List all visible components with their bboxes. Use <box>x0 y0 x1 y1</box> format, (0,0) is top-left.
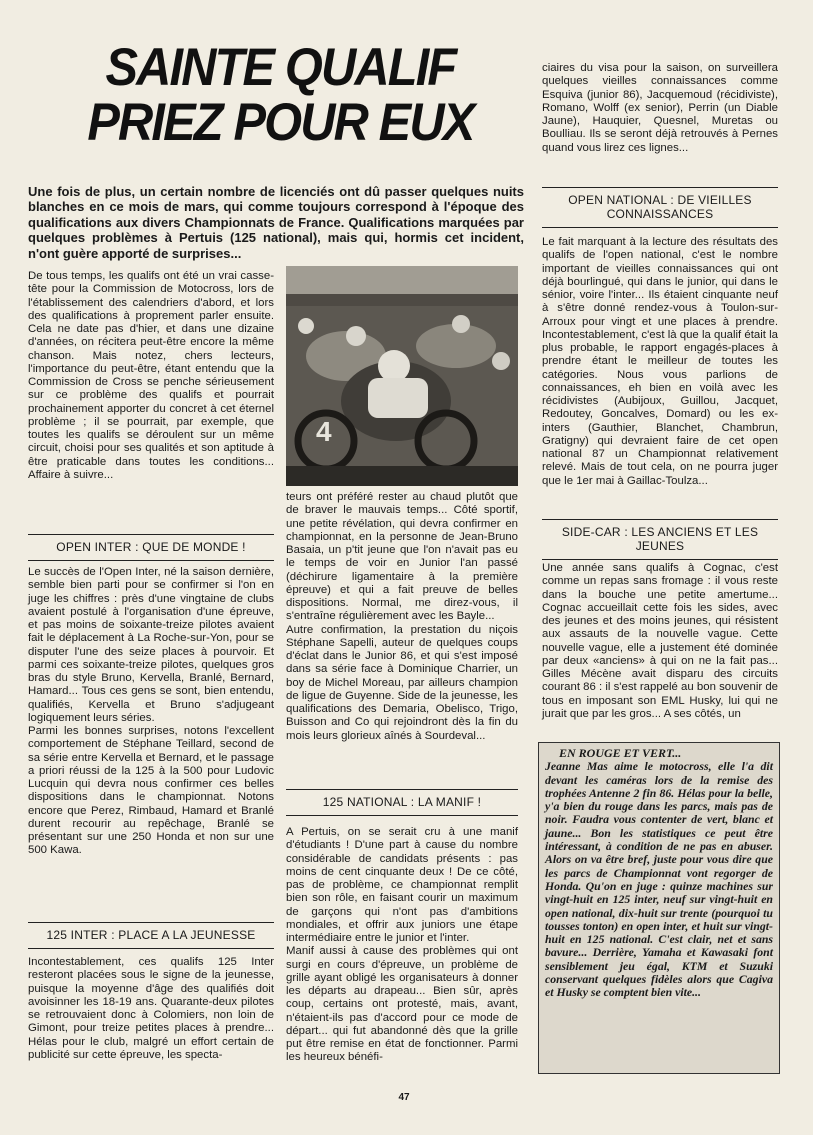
title-line-2: PRIEZ POUR EUX <box>87 93 474 152</box>
middle-paragraph-2: Autre confirmation, la prestation du niçois Stéphane Sapelli, auteur de quelques coups d'éclat dans le Junior 86, et qui s'est imposé dans sa série face à Dominique Charrier, un boy de Michel Moreau, par ailleurs champion de ligue de Guyenne. Side de la jeunesse, les qualifications des Demaria, Obelisco, Trigo, Buisson and Co qui rejoindront dès la fin du mois leurs glorieux aînés à Sourdeval... <box>286 623 518 742</box>
sidebar-title: EN ROUGE ET VERT... <box>559 746 682 760</box>
title-line-1: SAINTE QUALIF <box>105 38 456 97</box>
section-open-inter <box>28 566 274 858</box>
intro-paragraph <box>28 270 274 482</box>
sidecar-paragraph-1: Une année sans qualifs à Cognac, c'est comme un repas sans fromage : il vous reste dans la bouche une petite amertume... Cognac accueillait cette fois les sides, avec des jeunes et des moins jeunes, qui résistent aux assauts de la nouvelle vague. Cette nouvelle vague, elle a justement été dominée par deux «anciens» à qui on ne la fait pas... Gilles Mécène avait disparu des circuits courant 86 : il s'est rappelé au bon souvenir de tous en imposant son EML Husky, lui qui ne jurait que par les gros... A ses côtés, un <box>542 562 778 720</box>
open-inter-paragraph-2: Parmi les bonnes surprises, notons l'excellent comportement de Stéphane Teillard, second de sa série entre Kervella et Bernard, et le passage a priori réussi de la 125 à la 500 pour Ludovic Lucquin qui devra nous confirmer ces belles dispositions dans le championnat. Notons encore que Perez, Rimbaud, Hamard et Branlé durent recourir au repêchage, Branlé se présentant sur une 250 Honda et non sur une 500 Kawa. <box>28 725 274 857</box>
section-heading-sidecar: SIDE-CAR : LES ANCIENS ET LES JEUNES <box>542 519 778 560</box>
open-inter-paragraph-1: Le succès de l'Open Inter, né la saison dernière, semble bien parti pour se confirmer si l'on en juge les chiffres : près d'une vingtaine de clubs avaient postulé à l'organisation d'une épreuve, et pas moins de soixante-treize pilotes avaient fait le déplacement à La Roche-sur-Yon, pour se disputer l'une des seize places à pourvoir. Et parmi ces soixante-treize pilotes, quelques gros bras du style Bruno, Kervella, Branlé, Bernard, Hamard... Tous ces gens se sont, bien entendu, qualifiés, Kervella et Bruno s'adjugeant logiquement leurs séries. <box>28 566 274 724</box>
section-125-national <box>286 826 518 1065</box>
article-title <box>78 40 483 150</box>
article-lead: Une fois de plus, un certain nombre de licenciés ont dû passer quelques nuits blanches en ce mois de mars, qui comme toujours correspond à l'époque des qualifications aux divers Championnats de France. Qualifications marquées par quelques problèmes à Pertuis (125 national), mais qui, hormis cet incident, n'ont guère apporté de surprises... <box>28 184 524 261</box>
section-sidecar <box>542 562 778 721</box>
page-number: 47 <box>398 1092 410 1103</box>
section-heading-125-inter: 125 INTER : PLACE A LA JEUNESSE <box>28 922 274 949</box>
section-125-inter-continued <box>286 491 518 743</box>
motocross-photo <box>286 266 518 486</box>
middle-paragraph-1: teurs ont préféré rester au chaud plutôt que de braver le mauvais temps... Côté sportif, une petite révélation, qui devra confirmer en championnat, en la personne de Jean-Bruno Basaia, un p'tit jeune que l'on n'avait pas eu le temps de voir en Junior l'an passé (déchirure ligamentaire à la première épreuve) et qui a fait preuve de belles dispositions. Normal, me direz-vous, il s'entraîne régulièrement avec les Bayle... <box>286 491 518 623</box>
sidebar-text: Jeanne Mas aime le motocross, elle l'a dit devant les caméras lors de la remise des trophées Antenne 2 fin 86. Hélas pour la belle, y'a bien du rouge dans les parcs, mais pas de noir. Faudra vous contenter de vert, blanc et jaune... Bon les statistiques ce peut être intéressant, à condition de ne pas en abuser. Alors on va être bref, juste pour vous dire que les parcs de Championnat vont regorger de Honda. Qu'on en juge : quinze machines sur vingt-huit en 125 inter, neuf sur vingt-huit en open national, dix-huit sur trente (pourquoi tu tousses tonton) en open inter, et huit sur vingt-huit en 125 national. C'est clair, net et sans bavure... Derrière, Yamaha et Kawasaki font sensiblement jeu égal, KTM et Suzuki conservant quelques fidèles alors que Cagiva et Husky se comptent bien vite... <box>545 759 773 1000</box>
section-heading-125-national: 125 NATIONAL : LA MANIF ! <box>286 789 518 816</box>
section-125-national-continued <box>542 62 778 155</box>
national125-paragraph-2: Manif aussi à cause des problèmes qui ont surgi en cours d'épreuve, un problème de grille ayant obligé les organisateurs à donner les départs au drapeau... Bien sûr, après coup, certains ont protesté, mais, avant, n'étaient-ils pas d'accord pour ce mode de départ... qui fut abandonné dès que la grille put être remise en état de fonctionner. Parmi les heureux bénéfi- <box>286 945 518 1064</box>
section-heading-open-national: OPEN NATIONAL : DE VIEILLES CONNAISSANCES <box>542 187 778 228</box>
intro-text: De tous temps, les qualifs ont été un vrai casse-tête pour la Commission de Motocross, lors de l'établissement des calendriers d'abord, et lors des qualifications à proprement parler ensuite. Cela ne date pas d'hier, et dans une dizaine d'années, on récitera peut-être encore la même chanson. Mais notez, chers lecteurs, l'importance du peut-être, étant entendu que la Commission de Cross se penche sérieusement sur ce problème des qualifs et pourrait prochainement apporter du concret à cet éternel problème ; il se pourrait, par exemple, que toutes les qualifs se déroulent sur un même circuit, choisi pour ses qualités et son aptitude à être praticable dans toutes les conditions... Affaire à suivre... <box>28 270 274 481</box>
national125-paragraph-1: A Pertuis, on se serait cru à une manif d'étudiants ! D'une part à cause du nombre considérable de candidats présents : pas moins de cent cinquante deux ! De ce côté, pas de problème, ce championnat remplit bien son rôle, en faisant courir un maximum de garçons qui n'ont pas d'ambitions mondiales, et offrir aux juniors une étape intermédiaire entre le junior et l'inter. <box>286 826 518 944</box>
section-heading-open-inter: OPEN INTER : QUE DE MONDE ! <box>28 534 274 561</box>
sidebar-content <box>545 747 773 1067</box>
bike-number: 4 <box>316 416 332 447</box>
section-125-inter <box>28 956 274 1062</box>
open-national-paragraph-1: Le fait marquant à la lecture des résultats des qualifs de l'open national, c'est le nombre important de vieilles connaissances qui ont déjà bourlingué, qui dans le junior, qui dans le sénior, voire l'inter... Ils étaient cinquante neuf à s'être donné rendez-vous à Toulon-sur-Arroux pour vingt et une places à prendre. Incontestablement, c'est là que la qualif était la plus probable, le rapport engagés-places à prendre étant le meilleur de toutes les catégories. Nous vous parlions de connaissances, eh bien en voilà avec les récidivistes (Aubijoux, Guillou, Jacquet, Redoutey, Goncalves, Domard) ou les ex-inters (Gauthier, Blanchet, Chambrun, Gratigny) qui devraient faire de cet open national 87 un Championnat relativement relevé. Mais de tout cela, on ne pourra juger que le 1er mai à Gaillac-Toulza... <box>542 236 778 487</box>
sidebar-box <box>538 742 780 1074</box>
top-right-paragraph: ciaires du visa pour la saison, on surveillera quelques vieilles connaissances comme Esquiva (junior 86), Jacquemoud (récidiviste), Romano, Wolff (ex senior), Perrin (un Diable Jaune), Hauquier, Quesnel, Muretas ou Boulliau. Ils se seront déjà retrouvés à Pernes quand vous lirez ces lignes... <box>542 62 778 154</box>
section-open-national <box>542 236 778 488</box>
inter125-paragraph-1: Incontestablement, ces qualifs 125 Inter resteront placées sous le signe de la jeunesse, puisque la moyenne d'âge des qualifiés doit avoisinner les 18-19 ans. Quarante-deux pilotes se retrouvaient donc à Colomiers, non loin de Gimont, pour treize petites places à prendre... Hélas pour le club, malgré un effort certain de publicité sur cette épreuve, les specta- <box>28 956 274 1061</box>
